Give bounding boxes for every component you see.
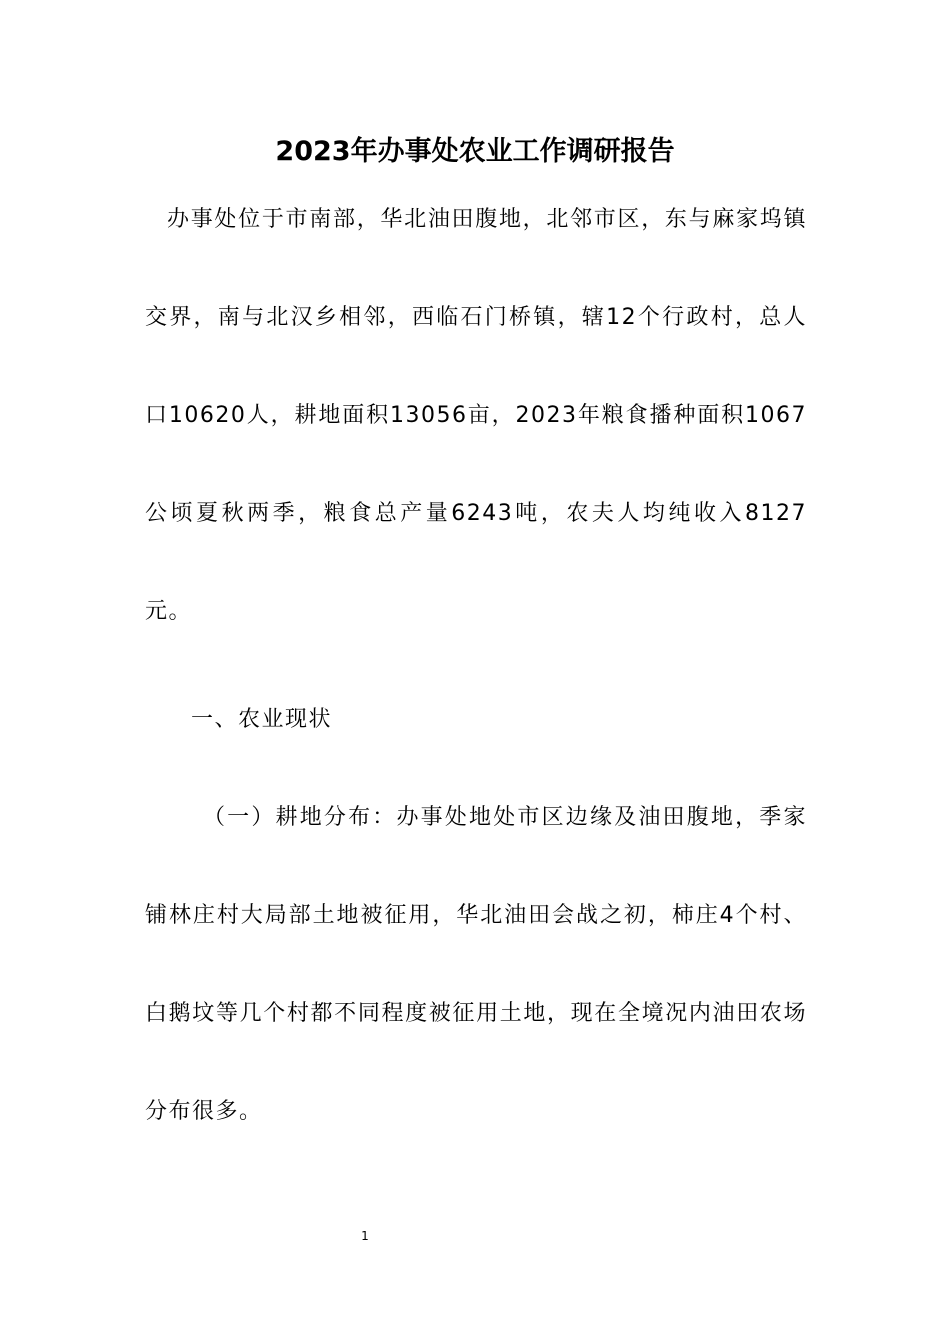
section-heading-agriculture-status: 一、农业现状 (191, 707, 333, 732)
paragraph-intro: 办事处位于市南部，华北油田腹地，北邻市区，东与麻家坞镇交界，南与北汉乡相邻，西临石门桥镇，辖12个行政村，总人口10620人，耕地面积13056亩，2023年粮食播种面积1067公顷夏秋两季，粮食总产量6243吨，农夫人均纯收入8127元。 (145, 207, 807, 624)
page-number: 1 (361, 1229, 369, 1243)
paragraph-farmland-distribution: （一）耕地分布：办事处地处市区边缘及油田腹地，季家铺林庄村大局部土地被征用，华北油田会战之初，柿庄4个村、白鹅坟等几个村都不同程度被征用土地，现在全境况内油田农场分布很多。 (145, 805, 807, 1124)
document-title: 2023年办事处农业工作调研报告 (275, 136, 675, 167)
